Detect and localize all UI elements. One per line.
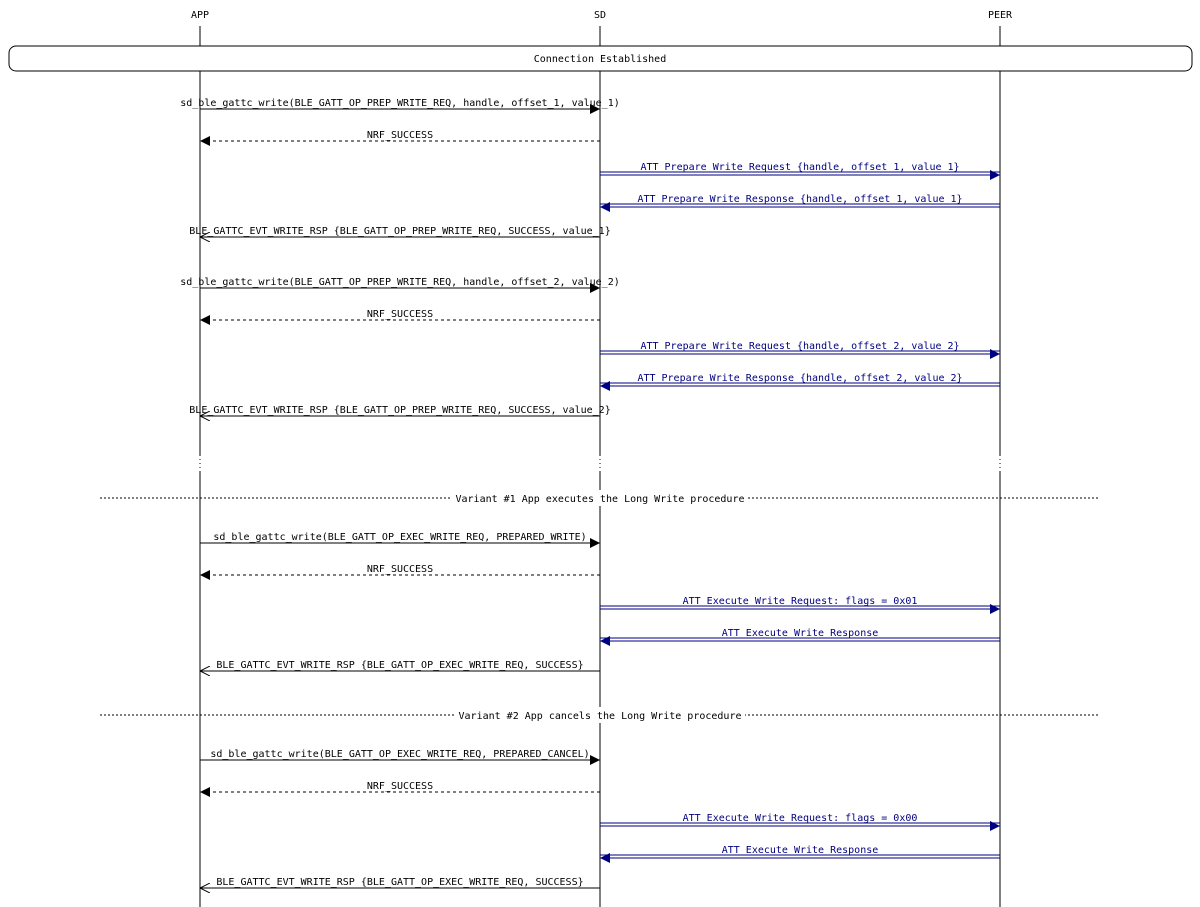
actor-label-peer: PEER <box>987 10 1013 21</box>
air-label: ATT Execute Write Request: flags = 0x00 <box>682 813 918 824</box>
event-label: BLE_GATTC_EVT_WRITE_RSP {BLE_GATT_OP_PREP_WRITE_REQ, SUCCESS, value_1} <box>189 226 611 237</box>
connection-established-label: Connection Established <box>533 54 667 65</box>
event-label: BLE_GATTC_EVT_WRITE_RSP {BLE_GATT_OP_EXEC_WRITE_REQ, SUCCESS} <box>216 660 584 671</box>
message-label: sd_ble_gattc_write(BLE_GATT_OP_PREP_WRITE_REQ, handle, offset_1, value_1) <box>180 98 620 109</box>
actor-label-app: APP <box>190 10 210 21</box>
return-label: NRF_SUCCESS <box>366 130 434 141</box>
return-label: NRF_SUCCESS <box>366 309 434 320</box>
message-label: sd_ble_gattc_write(BLE_GATT_OP_PREP_WRITE_REQ, handle, offset_2, value_2) <box>180 277 620 288</box>
event-label: BLE_GATTC_EVT_WRITE_RSP {BLE_GATT_OP_PREP_WRITE_REQ, SUCCESS, value_2} <box>189 405 611 416</box>
lifelines <box>200 26 1000 907</box>
divider-label: Variant #2 App cancels the Long Write procedure <box>458 711 742 722</box>
message-label: sd_ble_gattc_write(BLE_GATT_OP_EXEC_WRITE_REQ, PREPARED_WRITE) <box>213 532 587 543</box>
message-label: sd_ble_gattc_write(BLE_GATT_OP_EXEC_WRITE_REQ, PREPARED_CANCEL) <box>210 749 590 760</box>
air-label: ATT Prepare Write Response {handle, offset_1, value_1} <box>637 194 963 205</box>
air-label: ATT Execute Write Response <box>721 628 879 639</box>
air-label: ATT Execute Write Request: flags = 0x01 <box>682 596 918 607</box>
air-label: ATT Execute Write Response <box>721 845 879 856</box>
divider-label: Variant #1 App executes the Long Write procedure <box>455 494 745 505</box>
air-label: ATT Prepare Write Request {handle, offset_1, value_1} <box>640 162 960 173</box>
return-label: NRF_SUCCESS <box>366 781 434 792</box>
actor-label-sd: SD <box>593 10 607 21</box>
air-label: ATT Prepare Write Response {handle, offset_2, value_2} <box>637 373 963 384</box>
event-label: BLE_GATTC_EVT_WRITE_RSP {BLE_GATT_OP_EXEC_WRITE_REQ, SUCCESS} <box>216 877 584 888</box>
air-label: ATT Prepare Write Request {handle, offset_2, value_2} <box>640 341 960 352</box>
return-label: NRF_SUCCESS <box>366 564 434 575</box>
